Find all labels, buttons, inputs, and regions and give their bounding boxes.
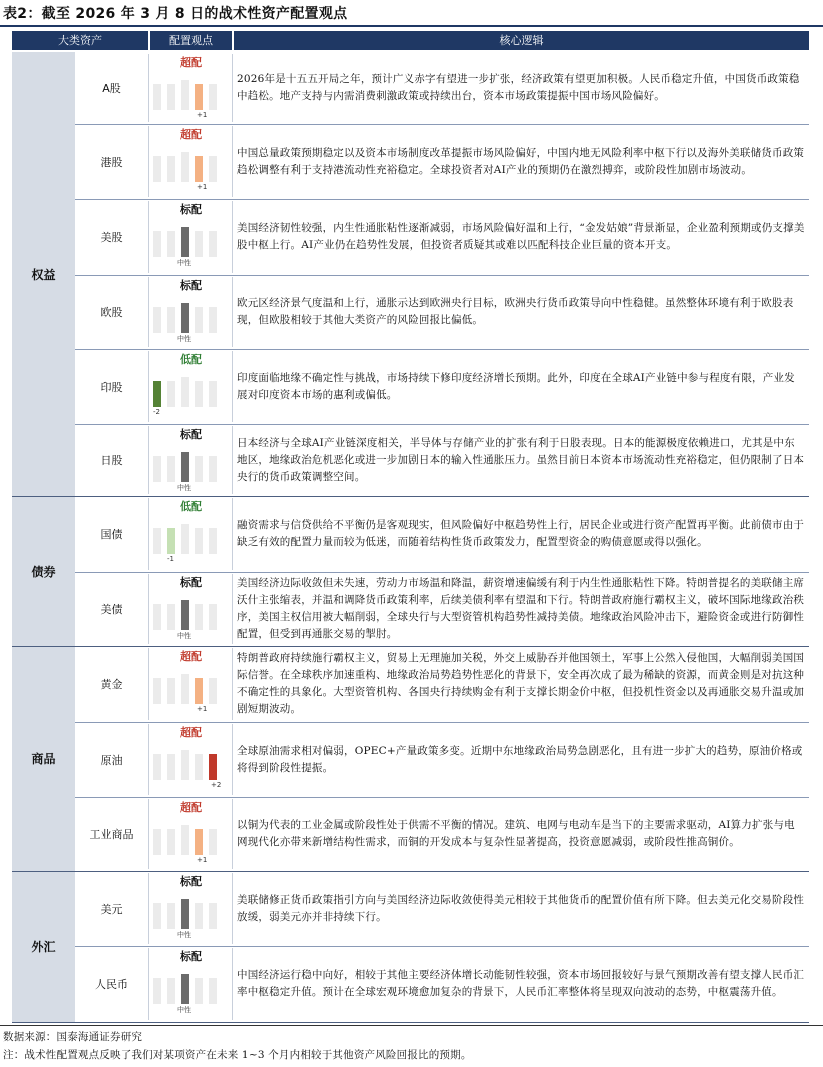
- allocation-level-tick: 中性: [177, 335, 191, 343]
- allocation-scale: [153, 80, 223, 110]
- table-title: 表2：截至 2026 年 3 月 8 日的战术性资产配置观点: [3, 6, 348, 22]
- allocation-level-tick: 中性: [177, 632, 191, 640]
- row-divider: [75, 124, 809, 125]
- core-logic-text: [237, 649, 805, 719]
- allocation-scale: [153, 152, 223, 182]
- scale-segment: [153, 307, 161, 333]
- scale-segment: [181, 825, 189, 855]
- asset-name: 美股: [100, 231, 123, 244]
- scale-segment: [153, 528, 161, 554]
- column-divider: [148, 126, 149, 197]
- scale-segment: [181, 452, 189, 482]
- column-divider: [148, 873, 149, 944]
- scale-segment: [167, 754, 175, 780]
- core-logic-text: [237, 127, 805, 196]
- scale-segment: [181, 227, 189, 257]
- asset-name: 欧股: [100, 306, 123, 319]
- core-logic-paragraph: 美联储修正货币政策指引方向与美国经济边际收敛使得美元相较于其他货币的配置价值有所下降。但去美元化交易阶段性放缓，弱美元亦并非持续下行。: [237, 893, 805, 923]
- row-divider: [75, 722, 809, 723]
- allocation-level-tick: 中性: [177, 484, 191, 492]
- scale-segment: [167, 156, 175, 182]
- header-allocation-view: 配置观点: [150, 31, 232, 50]
- column-divider: [232, 277, 233, 347]
- column-divider: [232, 873, 233, 944]
- scale-segment: [209, 754, 217, 780]
- column-divider: [148, 799, 149, 869]
- scale-segment: [195, 528, 203, 554]
- row-divider: [75, 946, 809, 947]
- scale-segment: [167, 307, 175, 333]
- core-logic-paragraph: 特朗普政府持续施行霸权主义，贸易上无理施加关税，外交上威胁吞并他国领土，军事上公然入侵他国，大幅削弱美国国际信誉。在全球秩序加速重构、地缘政治局势趋势性恶化的背景下，安全再次成了最为稀缺的资源，而黄金则是对抗这种不确定性的具象化。大型资管机构、各国央行持续购金有利于支撑长期金价中枢，但投机性资金以及再通胀交易升温或加剧短期波动。: [237, 652, 805, 715]
- asset-name: 日股: [100, 454, 123, 467]
- allocation-scale: [153, 674, 223, 704]
- category-3: 外汇: [12, 871, 75, 1022]
- asset-name: 人民币: [95, 978, 128, 991]
- scale-segment: [195, 678, 203, 704]
- allocation-level-tick: +1: [197, 705, 208, 713]
- core-logic-paragraph: 中国经济运行稳中向好，相较于其他主要经济体增长动能韧性较强，资本市场回报较好与景气预期改善有望支撑人民币汇率中枢稳定升值。预计在全球宏观环境愈加复杂的背景下，人民币汇率整体将呈现双向波动的态势，中枢震荡升值。: [237, 969, 805, 998]
- scale-segment: [209, 528, 217, 554]
- core-logic-text: [237, 575, 805, 643]
- column-divider: [148, 277, 149, 347]
- table-bottom-rule: [12, 1022, 809, 1023]
- core-logic-text: [237, 427, 805, 493]
- allocation-level-tick: +2: [211, 781, 222, 789]
- scale-segment: [209, 84, 217, 110]
- scale-segment: [209, 307, 217, 333]
- allocation-scale: [153, 600, 223, 630]
- column-divider: [148, 426, 149, 494]
- row-divider: [75, 797, 809, 798]
- allocation-view-label: 标配: [180, 950, 202, 963]
- allocation-level-tick: +1: [197, 111, 208, 119]
- scale-segment: [153, 231, 161, 257]
- allocation-scale: [153, 227, 223, 257]
- allocation-view-label: 低配: [180, 353, 202, 366]
- column-divider: [232, 201, 233, 273]
- core-logic-text: [237, 202, 805, 272]
- scale-segment: [167, 678, 175, 704]
- header-asset-class: 大类资产: [12, 31, 148, 50]
- allocation-scale: [153, 825, 223, 855]
- footer-rule: [0, 1025, 823, 1026]
- scale-segment: [153, 156, 161, 182]
- allocation-view-label: 超配: [180, 726, 202, 739]
- title-rule: [0, 25, 823, 27]
- allocation-level-tick: 中性: [177, 1006, 191, 1014]
- allocation-view-label: 标配: [180, 279, 202, 292]
- column-divider: [232, 724, 233, 795]
- asset-name: A股: [102, 82, 121, 95]
- column-divider: [232, 54, 233, 122]
- asset-name: 黄金: [100, 678, 123, 691]
- core-logic-paragraph: 印度面临地缘不确定性与挑战，市场持续下修印度经济增长预期。此外，印度在全球AI产业链中参与程度有限，产业发展对印度资本市场的惠利或偏低。: [237, 371, 795, 401]
- data-source: 数据来源：国泰海通证券研究: [3, 1031, 143, 1043]
- core-logic-text: [237, 55, 805, 121]
- allocation-level-tick: 中性: [177, 259, 191, 267]
- column-divider: [232, 948, 233, 1020]
- scale-segment: [209, 903, 217, 929]
- scale-segment: [181, 974, 189, 1004]
- scale-segment: [167, 829, 175, 855]
- scale-segment: [195, 754, 203, 780]
- allocation-scale: [153, 899, 223, 929]
- core-logic-paragraph: 2026年是十五五开局之年，预计广义赤字有望进一步扩张，经济政策有望更加积极。人民币稳定升值，中国货币政策稳中趋松。地产支持与内需消费刺激政策或持续出台，资本市场政策提振中国市场风险偏好。: [237, 73, 800, 102]
- column-divider: [148, 648, 149, 720]
- allocation-scale: [153, 303, 223, 333]
- scale-segment: [181, 674, 189, 704]
- column-divider: [232, 351, 233, 422]
- scale-segment: [181, 303, 189, 333]
- allocation-scale: [153, 750, 223, 780]
- core-logic-text: [237, 874, 805, 943]
- row-divider: [75, 199, 809, 200]
- core-logic-paragraph: 全球原油需求相对偏弱，OPEC+产量政策多变。近期中东地缘政治局势急剧恶化，且有进一步扩大的趋势，原油价格或将得到阶段性提振。: [237, 744, 803, 774]
- scale-segment: [181, 600, 189, 630]
- allocation-view-label: 低配: [180, 500, 202, 513]
- column-divider: [232, 426, 233, 494]
- asset-name: 工业商品: [89, 828, 134, 841]
- allocation-level-tick: -2: [153, 408, 160, 416]
- scale-segment: [153, 829, 161, 855]
- column-divider: [232, 498, 233, 570]
- scale-segment: [167, 456, 175, 482]
- allocation-view-label: 标配: [180, 576, 202, 589]
- row-divider: [75, 424, 809, 425]
- core-logic-text: [237, 800, 805, 868]
- column-divider: [148, 351, 149, 422]
- allocation-view-label: 超配: [180, 56, 202, 69]
- scale-segment: [195, 231, 203, 257]
- scale-segment: [181, 377, 189, 407]
- scale-segment: [153, 754, 161, 780]
- scale-segment: [167, 903, 175, 929]
- core-logic-paragraph: 欧元区经济景气度温和上行，通胀示达到欧洲央行目标，欧洲央行货币政策导向中性稳健。虽然整体环境有利于欧股表现，但欧股相较于其他大类资产的风险回报比偏低。: [237, 297, 794, 326]
- scale-segment: [181, 750, 189, 780]
- scale-segment: [153, 678, 161, 704]
- allocation-view-label: 标配: [180, 428, 202, 441]
- core-logic-paragraph: 融资需求与信贷供给不平衡仍是客观现实，但风险偏好中枢趋势性上行，居民企业或进行资产配置再平衡。此前债市由于缺乏有效的配置力量而较为低迷，而随着结构性货币政策发力，配置型资金的购债意愿或得以强化。: [237, 519, 805, 548]
- allocation-level-tick: 中性: [177, 931, 191, 939]
- allocation-level-tick: +1: [197, 183, 208, 191]
- column-divider: [148, 54, 149, 122]
- core-logic-text: [237, 352, 805, 421]
- scale-segment: [209, 604, 217, 630]
- allocation-level-tick: -1: [167, 555, 174, 563]
- scale-segment: [181, 80, 189, 110]
- scale-segment: [209, 678, 217, 704]
- asset-name: 港股: [100, 155, 123, 169]
- core-logic-text: [237, 949, 805, 1019]
- scale-segment: [195, 978, 203, 1004]
- scale-segment: [209, 456, 217, 482]
- scale-segment: [195, 84, 203, 110]
- column-divider: [232, 126, 233, 197]
- column-divider: [232, 648, 233, 720]
- allocation-view-label: 标配: [180, 203, 202, 216]
- header-core-logic: 核心逻辑: [234, 31, 809, 50]
- scale-segment: [195, 829, 203, 855]
- scale-segment: [195, 307, 203, 333]
- asset-name: 美债: [100, 603, 123, 616]
- allocation-scale: [153, 452, 223, 482]
- scale-segment: [167, 978, 175, 1004]
- category-0: 权益: [12, 52, 75, 496]
- scale-segment: [181, 524, 189, 554]
- core-logic-paragraph: 日本经济与全球AI产业链深度相关，半导体与存储产业的扩张有利于日股表现。日本的能源极度依赖进口，尤其是中东地区，地缘政治危机恶化或进一步加剧日本的输入性通胀压力。虽然目前日本资本市场流动性充裕稳定，但仍限制了日本央行的货币政策调整空间。: [237, 436, 805, 483]
- scale-segment: [209, 829, 217, 855]
- core-logic-paragraph: 美国经济边际收敛但未失速，劳动力市场温和降温，薪资增速偏缓有利于内生性通胀粘性下降。特朗普提名的美联储主席沃什主张缩表，并温和调降货币政策利率，后续美债利率有望温和下行。特朗普政府施行霸权主义，破坏国际地缘政治秩序，美国主权信用被大幅削弱，全球央行与大型资管机构趋势性减持美债。地缘政治风险冲击下，避险资金或进行防御性配置，但受到再通胀交易的掣肘。: [237, 577, 805, 640]
- scale-segment: [209, 231, 217, 257]
- scale-segment: [209, 978, 217, 1004]
- footnote: 注：战术性配置观点反映了我们对某项资产在未来 1~3 个月内相较于其他资产风险回报比的预期。: [3, 1049, 472, 1061]
- scale-segment: [195, 381, 203, 407]
- scale-segment: [209, 156, 217, 182]
- category-2: 商品: [12, 646, 75, 871]
- scale-segment: [167, 528, 175, 554]
- scale-segment: [153, 978, 161, 1004]
- asset-name: 原油: [100, 753, 123, 767]
- core-logic-paragraph: 美国经济韧性较强，内生性通胀粘性逐渐减弱，市场风险偏好温和上行，“金发姑娘”背景渐显，企业盈利预期或仍支撑美股中枢上行。AI产业仍在趋势性发展，但投资者质疑其或难以匹配科技企业巨量的资本开支。: [237, 222, 805, 251]
- scale-segment: [153, 456, 161, 482]
- scale-segment: [153, 604, 161, 630]
- scale-segment: [167, 381, 175, 407]
- scale-segment: [181, 152, 189, 182]
- core-logic-text: [237, 499, 805, 569]
- asset-name: 国债: [100, 528, 123, 541]
- allocation-view-label: 标配: [180, 875, 202, 888]
- scale-segment: [153, 903, 161, 929]
- column-divider: [232, 574, 233, 644]
- scale-segment: [195, 903, 203, 929]
- allocation-scale: [153, 524, 223, 554]
- column-divider: [232, 799, 233, 869]
- column-divider: [148, 574, 149, 644]
- asset-name: 印股: [100, 380, 123, 394]
- scale-segment: [153, 381, 161, 407]
- scale-segment: [195, 604, 203, 630]
- asset-name: 美元: [100, 902, 123, 916]
- core-logic-text: [237, 725, 805, 794]
- allocation-view-label: 超配: [180, 650, 202, 663]
- allocation-level-tick: +1: [197, 856, 208, 864]
- allocation-scale: [153, 974, 223, 1004]
- scale-segment: [195, 456, 203, 482]
- core-logic-paragraph: 中国总量政策预期稳定以及资本市场制度改革提振市场风险偏好，中国内地无风险利率中枢下行以及海外美联储货币政策趋松调整有利于支持港流动性充裕稳定。全球投资者对AI产业的预期仍在激烈搏弈，或阶段性加剧市场波动。: [237, 146, 805, 176]
- column-divider: [148, 201, 149, 273]
- scale-segment: [167, 231, 175, 257]
- allocation-scale: [153, 377, 223, 407]
- scale-segment: [195, 156, 203, 182]
- scale-segment: [167, 84, 175, 110]
- column-divider: [148, 498, 149, 570]
- core-logic-text: [237, 278, 805, 346]
- category-1: 债券: [12, 496, 75, 646]
- scale-segment: [167, 604, 175, 630]
- row-divider: [75, 349, 809, 350]
- column-divider: [148, 948, 149, 1020]
- scale-segment: [209, 381, 217, 407]
- scale-segment: [181, 899, 189, 929]
- row-divider: [75, 572, 809, 573]
- allocation-view-label: 超配: [180, 801, 202, 814]
- column-divider: [148, 724, 149, 795]
- core-logic-paragraph: 以铜为代表的工业金属或阶段性处于供需不平衡的情况。建筑、电网与电动车是当下的主要需求驱动，AI算力扩张与电网现代化亦带来新增结构性需求，而铜的开发成本与复杂性显著提高，投资意愿减弱，或阶段性推高铜价。: [237, 819, 795, 848]
- allocation-view-label: 超配: [180, 128, 202, 141]
- scale-segment: [153, 84, 161, 110]
- row-divider: [75, 275, 809, 276]
